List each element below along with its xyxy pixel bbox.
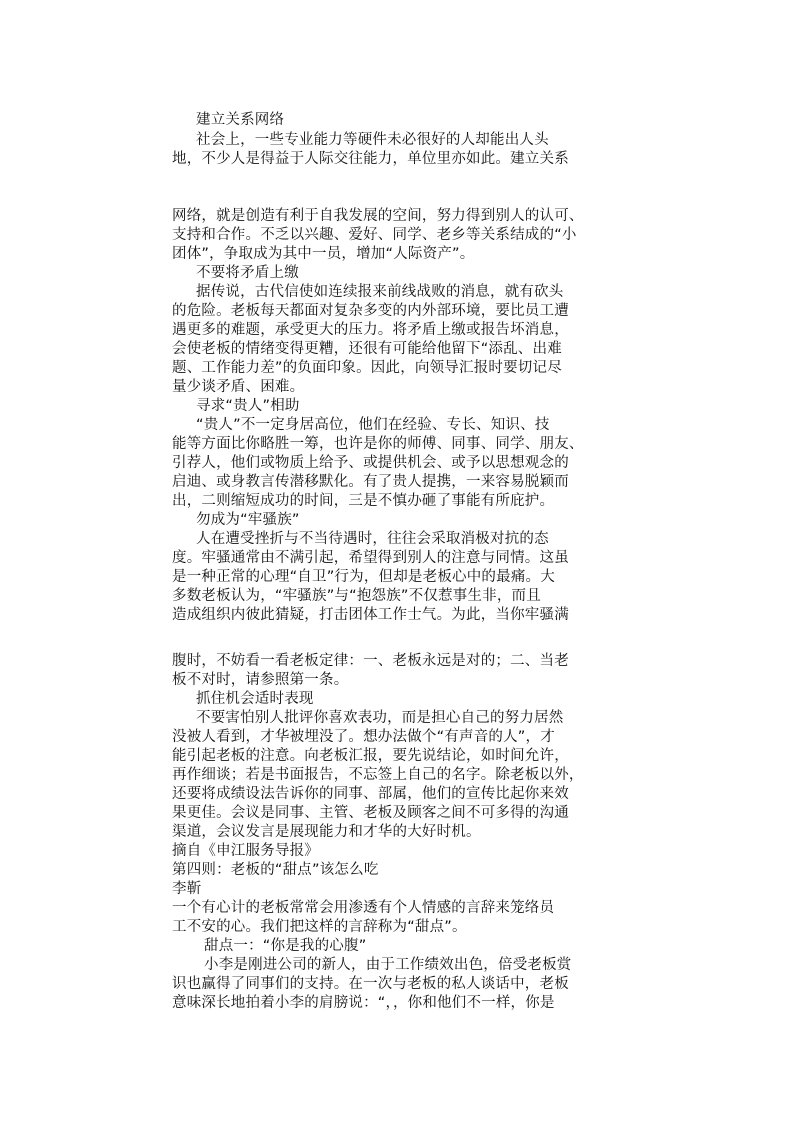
text-line: 一个有心计的老板常常会用渗透有个人情感的言辞来笼络员 [172, 900, 555, 916]
section-heading: 寻求“贵人”相助 [196, 398, 300, 414]
text-line: “贵人”不一定身居高位，他们在经验、专长、知识、技 [196, 417, 550, 433]
section-heading: 建立关系网络 [196, 112, 285, 128]
text-line: 意味深长地拍着小李的肩膀说：“，，你和他们不一样，你是 [172, 995, 555, 1011]
text-line: 不要害怕别人批评你喜欢表功，而是担心自己的努力居然 [196, 710, 564, 726]
section-heading: 甜点一：“你是我的心腹” [204, 938, 367, 954]
text-line: 度。牢骚通常由不满引起，希望得到别人的注意与同情。这虽 [172, 550, 569, 566]
section-heading: 抓住机会适时表现 [196, 691, 314, 707]
text-line: 造成组织内彼此猜疑，打击团体工作士气。为此，当你牢骚满 [172, 607, 569, 623]
text-line: 遇更多的难题，承受更大的压力。将矛盾上缴或报告坏消息， [172, 322, 569, 338]
author-name: 李靳 [172, 881, 202, 897]
text-line: 工不安的心。我们把这样的言辞称为“甜点”。 [172, 919, 467, 935]
text-line: 人在遭受挫折与不当待遇时，往往会采取消极对抗的态 [196, 531, 549, 547]
text-line: 会使老板的情绪变得更糟，还很有可能给他留下“添乱、出难 [172, 341, 562, 357]
text-line: 腹时，不妨看一看老板定律：一、老板永远是对的；二、当老 [172, 653, 569, 669]
text-line: 小李是刚进公司的新人，由于工作绩效出色，倍受老板赏 [204, 957, 572, 973]
text-line: 题、工作能力差”的负面印象。因此，向领导汇报时要切记尽 [172, 360, 562, 376]
section-heading: 不要将矛盾上缴 [196, 265, 299, 281]
text-line: 还要将成绩设法告诉你的同事、部属，他们的宣传比起你来效 [172, 786, 569, 802]
text-line: 出，二则缩短成功的时间，三是不慎办砸了事能有所庇护。 [172, 493, 555, 509]
text-line: 启迪、或身教言传潜移默化。有了贵人提携，一来容易脱颖而 [172, 474, 569, 490]
text-line: 渠道，会议发言是展现能力和才华的大好时机。 [172, 824, 481, 840]
text-line: 能引起老板的注意。向老板汇报，要先说结论，如时间允许， [172, 748, 569, 764]
text-line: 社会上，一些专业能力等硬件未必很好的人却能出人头 [196, 132, 549, 148]
text-line: 再作细谈；若是书面报告，不忘签上自己的名字。除老板以外， [172, 767, 584, 783]
text-line: 引荐人，他们或物质上给予、或提供机会、或予以思想观念的 [172, 455, 569, 471]
text-line: 地，不少人是得益于人际交往能力，单位里亦如此。建立关系 [172, 151, 569, 167]
text-line: 网络，就是创造有利于自我发展的空间，努力得到别人的认可、 [172, 208, 584, 224]
text-line: 支持和合作。不乏以兴趣、爱好、同学、老乡等关系结成的“小 [172, 227, 577, 243]
text-line: 果更佳。会议是同事、主管、老板及顾客之间不可多得的沟通 [172, 805, 569, 821]
section-heading: 勿成为“牢骚族” [196, 512, 300, 528]
article-title: 第四则：老板的“甜点”该怎么吃 [172, 862, 379, 878]
text-line: 识也赢得了同事们的支持。在一次与老板的私人谈话中，老板 [172, 976, 569, 992]
text-line: 是一种正常的心理“自卫”行为，但却是老板心中的最痛。大 [172, 569, 555, 585]
text-line: 能等方面比你略胜一筹，也许是你的师傅、同事、同学、朋友、 [172, 436, 584, 452]
text-line: 团体”，争取成为其中一员，增加“人际资产”。 [172, 246, 475, 262]
text-line: 据传说，古代信使如连续报来前线战败的消息，就有砍头 [196, 284, 564, 300]
text-line: 的危险。老板每天都面对复杂多变的内外部环境，要比员工遭 [172, 303, 569, 319]
text-line: 量少谈矛盾、困难。 [172, 379, 305, 395]
text-line: 没被人看到，才华被埋没了。想办法做个“有声音的人”，才 [172, 729, 555, 745]
text-line: 多数老板认为，“牢骚族”与“抱怨族”不仅惹事生非，而且 [172, 588, 541, 604]
text-line: 板不对时，请参照第一条。 [172, 672, 349, 688]
source-citation: 摘自《申江服务导报》 [172, 843, 319, 859]
